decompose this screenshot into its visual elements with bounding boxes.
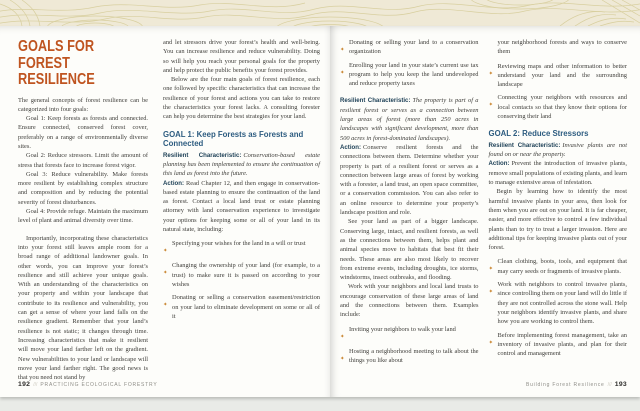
left-page-column-2 [163, 38, 320, 381]
resilient-characteristic [163, 151, 320, 179]
list-item-text: Work with neighbors to control invasive plants, since controlling them on your land will do little if they are not controlled across the stone wall. Help your neighbors identify invasive plants, and share how you are working to control them. [497, 281, 627, 326]
open-book-pages [0, 26, 640, 397]
list-item-text: Specifying your wishes for the land in a will or trust [172, 240, 306, 248]
action-text: Read Chapter 12, and then engage in conservation-based estate planning to ensure the continuation of the land as forest. Contact a local land trust or estate planning attorney with land conservation experience to investigate your options for keeping some or all of your land in its natural state, including: [163, 179, 320, 234]
bullet-list [163, 239, 320, 321]
action-label: Action: [488, 160, 510, 168]
page-title: GOALS FOR FOREST RESILIENCE [18, 38, 95, 88]
list-item [163, 293, 320, 321]
list-item [340, 325, 479, 343]
page-number-right: 193 [614, 381, 627, 388]
list-item-text: Reviewing maps and other information to better understand your land and the surrounding landscape [497, 62, 627, 89]
paragraph: Begin by learning how to identify the most harmful invasive plants in your area, then look for them when you are out on your land. It is far cheaper, easier, and more effective to control a few individual plants than to try to treat a larger invasion. Here are additional tips for keeping invasive plants out of your forest. [488, 188, 627, 252]
resilient-characteristic-text: The property is part of a resilient forest or serves as a connection between large areas of forest (more than 250 acres in landscapes with significant development, more than 500 acres in forest-dominated landscapes). [340, 97, 479, 142]
footer-separator: /// [33, 382, 38, 388]
list-item [163, 261, 320, 289]
list-item-text: Donating or selling a conservation easement/restriction on your land to eliminate development on some or all of it [172, 294, 320, 320]
bullet-icon [340, 38, 349, 57]
list-item [489, 280, 628, 326]
resilient-characteristic-label: Resilient Characteristic: [488, 141, 561, 149]
action [489, 159, 628, 187]
resilient-characteristic-text: Conservation-based estate planning has been implemented to ensure the continuation of this land as forest into the future. [163, 151, 320, 178]
action-text: Conserve resilient forests and the connections between them. Determine whether your property is part of a resilient forest or serves as a connection between large areas of forest by working with a forester, a land trust, an open space committee, or a conservation commission. You can also refer to an online resource to determine your property’s landscape position and role. [340, 143, 479, 217]
goal-1-heading: GOAL 1: Keep Forests as Forests and Connected [163, 129, 304, 149]
resilient-characteristic [489, 141, 628, 160]
list-item [489, 331, 628, 359]
list-item-text: Changing the ownership of your land (for example, to a trust) to make sure it is passed on according to your wishes [172, 262, 320, 288]
footer-label-right: Building Forest Resilience [525, 382, 605, 388]
list-item-text: Before implementing forest management, take an inventory of invasive plants, and plan for their control and management [497, 331, 627, 358]
paragraph: The general concepts of forest resilience can be categorized into four goals: [18, 96, 148, 113]
right-page-column-1 [340, 38, 479, 381]
footer-label-left: PRACTICING ECOLOGICAL FORESTRY [40, 382, 158, 388]
bullet-icon [340, 61, 349, 89]
list-item-text: Donating or selling your land to a conservation organization [349, 39, 479, 56]
paragraph: Work with your neighbors and local land trusts to encourage conservation of these large areas of land and the connections between them. Examples include: [340, 283, 479, 319]
paragraph: Goal 1: Keep forests as forests and connected. Ensure connected, conserved forest cover, preferably on a range of environmentally diverse sites. [18, 115, 148, 150]
bullet-icon [489, 280, 498, 326]
resilient-characteristic-label: Resilient Characteristic: [163, 151, 242, 159]
bullet-icon [163, 261, 172, 289]
bullet-icon [489, 257, 498, 276]
bullet-icon [163, 293, 172, 321]
list-item-text: Inviting your neighbors to walk your land [349, 325, 456, 333]
page-number-left: 192 [18, 381, 31, 388]
page-right [330, 26, 640, 397]
topographic-pattern [0, 0, 640, 26]
action-label: Action: [340, 143, 361, 151]
list-item [163, 239, 320, 257]
list-item-text: Connecting your neighbors with resources and local contacts so that they know their options for conserving their land [497, 94, 627, 121]
bullet-list [489, 62, 628, 122]
paragraph: See your land as part of a bigger landscape. Conserving large, intact, and resilient forests, as well as the connections between them, helps plant and animal species move to habitats that best fit their needs. These areas are also most likely to recover from extreme events, including droughts, ice storms, windstorms, insect outbreaks, and flooding. [340, 218, 479, 282]
footer-separator: /// [607, 382, 612, 388]
list-item [340, 61, 479, 89]
goal-2-heading: GOAL 2: Reduce Stressors [488, 129, 589, 139]
resilient-characteristic-label: Resilient Characteristic: [340, 97, 411, 105]
paragraph: Goal 3: Reduce vulnerability. Make forests more resilient by establishing complex structure and composition and by reducing the potential severity of forest disturbances. [18, 170, 148, 206]
list-item-text: Hosting a neighborhood meeting to talk about the things you like about [349, 347, 479, 364]
bullet-icon [489, 93, 498, 121]
list-item-text: Enrolling your land in your state’s current use tax program to help you keep the land undeveloped and reduce property taxes [349, 61, 479, 88]
footer-right [526, 373, 627, 391]
bullet-list [340, 38, 479, 88]
list-item [340, 38, 479, 57]
bullet-list [489, 257, 628, 358]
list-item-text: Clean clothing, boots, tools, and equipment that may carry seeds or fragments of invasive plants. [497, 258, 627, 275]
continuation-text: your neighborhood forests and ways to conserve them [497, 39, 627, 56]
list-item [489, 257, 628, 276]
list-item [489, 62, 628, 90]
bullet-icon [163, 239, 172, 257]
bullet-icon [489, 62, 498, 90]
bullet-icon [489, 331, 498, 359]
paragraph: Below are the four main goals of forest resilience, each one followed by specific characteristics that can increase the resilience of your forest and actions you can take to restore the characteristics your forest lacks. A consulting forester can help you determine the best strategies for your land. [163, 76, 320, 121]
page-left [0, 26, 330, 397]
paragraph: Goal 2: Reduce stressors. Limit the amount of stress that forests face to increase forest vigor. [18, 152, 148, 169]
right-page-column-2 [489, 38, 628, 381]
bullet-icon [340, 325, 349, 343]
resilient-characteristic-text: Invasive plants are not found on or near the property. [488, 141, 627, 159]
action-label: Action: [163, 179, 184, 187]
list-item [340, 347, 479, 366]
action [340, 143, 479, 217]
list-item [489, 93, 628, 121]
paragraph: Importantly, incorporating these characteristics into your forest still leaves ample room for a broad range of additional landowner goals. In other words, you can improve your forest’s resilience and still achieve your unique goals. With an understanding of the characteristics on your property and within your landscape that contribute to its resilience and vulnerability, you can get a sense of where your land falls on the resilience gradient. Remember that your land’s resilience is not static; it changes through time. Increasing characteristics that make it resilient will move your land farther left on the gradient. New vulnerabilities to your land or landscape will move your land farther right. The good news is that you need not stand by [18, 234, 148, 382]
paragraph: and let stressors drive your forest’s health and well-being. You can increase resilience and reduce vulnerability. Doing so will help you reach your personal goals for the property and help protect the public benefits your forest provides. [163, 39, 320, 74]
bullet-list [340, 325, 479, 366]
footer-left [18, 373, 158, 391]
resilient-characteristic [340, 96, 479, 142]
action [163, 179, 320, 235]
action-text: Prevent the introduction of invasive plants, remove small populations of existing plants, and learn to manage extensive areas of infestation. [488, 160, 627, 187]
paragraph: Goal 4: Provide refuge. Maintain the maximum level of plant and animal diversity over time. [18, 208, 148, 225]
left-page-column-1 [18, 38, 148, 381]
bullet-icon [340, 347, 349, 366]
